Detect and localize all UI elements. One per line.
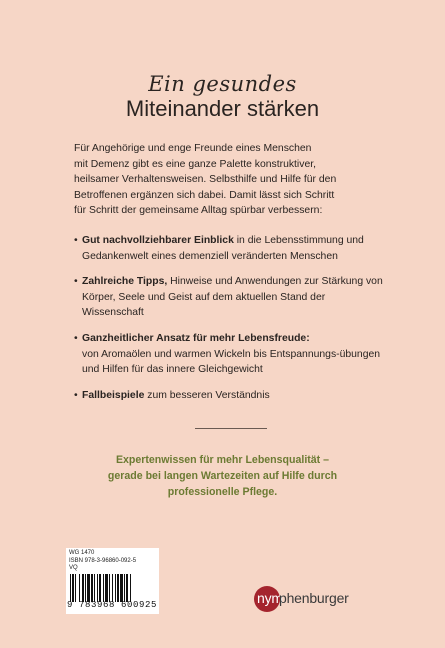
barcode-bar — [105, 574, 108, 602]
barcode-bar — [85, 574, 86, 602]
feature-item-text: in die Lebensstimmung und Gedankenwelt eines demenziell veränderten Menschen — [82, 235, 364, 262]
isbn-barcode — [66, 548, 159, 614]
barcode-bars — [69, 574, 156, 602]
publisher-logo-prefix: nym — [257, 590, 283, 606]
barcode-bar — [75, 574, 76, 602]
feature-item-text: von Aromaölen und warmen Wickeln bis Entspannungs-übungen und Hilfen für das innere Gleichgewicht — [82, 348, 381, 376]
intro-line: für Schritt der gemeinsame Alltag spürbar verbessern: — [74, 205, 323, 217]
barcode-bar — [117, 574, 119, 602]
tagline-line: Expertenwissen für mehr Lebensqualität – — [115, 454, 330, 466]
intro-line: Betroffenen ergänzen sich dabei. Damit lässt sich Schritt — [74, 189, 335, 201]
tagline — [0, 452, 445, 500]
intro-line: mit Demenz gibt es eine ganze Palette konstruktiver, — [74, 158, 316, 170]
publisher-logo-suffix: phenburger — [279, 590, 349, 606]
barcode-bar — [112, 574, 113, 602]
barcode-bar — [82, 574, 84, 602]
barcode-bar — [79, 574, 80, 602]
feature-item-text: Hinweise und Anwendungen zur Stärkung von Körper, Seele und Geist auf dem aktuellen Stand der Wissenschaft — [82, 276, 383, 319]
intro-line: heilsamer Verhaltensweisen. Selbsthilfe und Hilfe für den — [74, 174, 337, 186]
barcode-bar — [130, 574, 131, 602]
feature-item — [74, 274, 384, 321]
bullet-dot: • — [74, 235, 78, 246]
title-script-line: Ein gesundes — [148, 72, 297, 96]
vq-code: VQ — [69, 565, 78, 571]
barcode-bar — [99, 574, 101, 602]
barcode-bar — [103, 574, 104, 602]
barcode-bar — [97, 574, 98, 602]
barcode-bar — [91, 574, 93, 602]
bullet-dot: • — [74, 332, 78, 344]
feature-item-bold: Ganzheitlicher Ansatz für mehr Lebensfreude: — [82, 332, 310, 344]
barcode-number: 9 783968 600925 — [67, 600, 158, 610]
bullet-dot: • — [74, 276, 78, 288]
feature-item — [74, 388, 384, 404]
publisher-logo — [254, 586, 354, 614]
feature-item-bold: Gut nachvollziehbarer Einblick — [82, 235, 234, 246]
feature-item — [74, 233, 384, 264]
barcode-bar — [120, 574, 123, 602]
feature-list — [74, 233, 384, 403]
intro-paragraph — [74, 141, 380, 219]
wg-code: WG 1470 — [69, 550, 95, 556]
feature-item-bold: Zahlreiche Tipps, — [82, 276, 168, 288]
intro-line: Für Angehörige und enge Freunde eines Menschen — [74, 143, 312, 154]
title-main-line: Miteinander stärken — [125, 96, 320, 121]
barcode-bar — [115, 574, 116, 602]
feature-item-text: zum besseren Verständnis — [144, 389, 270, 401]
barcode-bar — [70, 574, 71, 602]
isbn-number: ISBN 978-3-96860-092-5 — [69, 557, 137, 564]
feature-item — [74, 331, 384, 378]
barcode-bar — [109, 574, 110, 602]
tagline-line: professionelle Pflege. — [167, 486, 278, 498]
barcode-bar — [87, 574, 90, 602]
tagline-line: gerade bei langen Wartezeiten auf Hilfe durch — [107, 470, 338, 482]
barcode-bar — [94, 574, 95, 602]
bullet-dot: • — [74, 389, 78, 401]
barcode-bar — [126, 574, 128, 602]
barcode-bar — [72, 574, 74, 602]
barcode-bar — [124, 574, 125, 602]
section-divider — [195, 428, 267, 429]
isbn-info — [69, 550, 136, 573]
feature-item-bold: Fallbeispiele — [82, 389, 145, 401]
